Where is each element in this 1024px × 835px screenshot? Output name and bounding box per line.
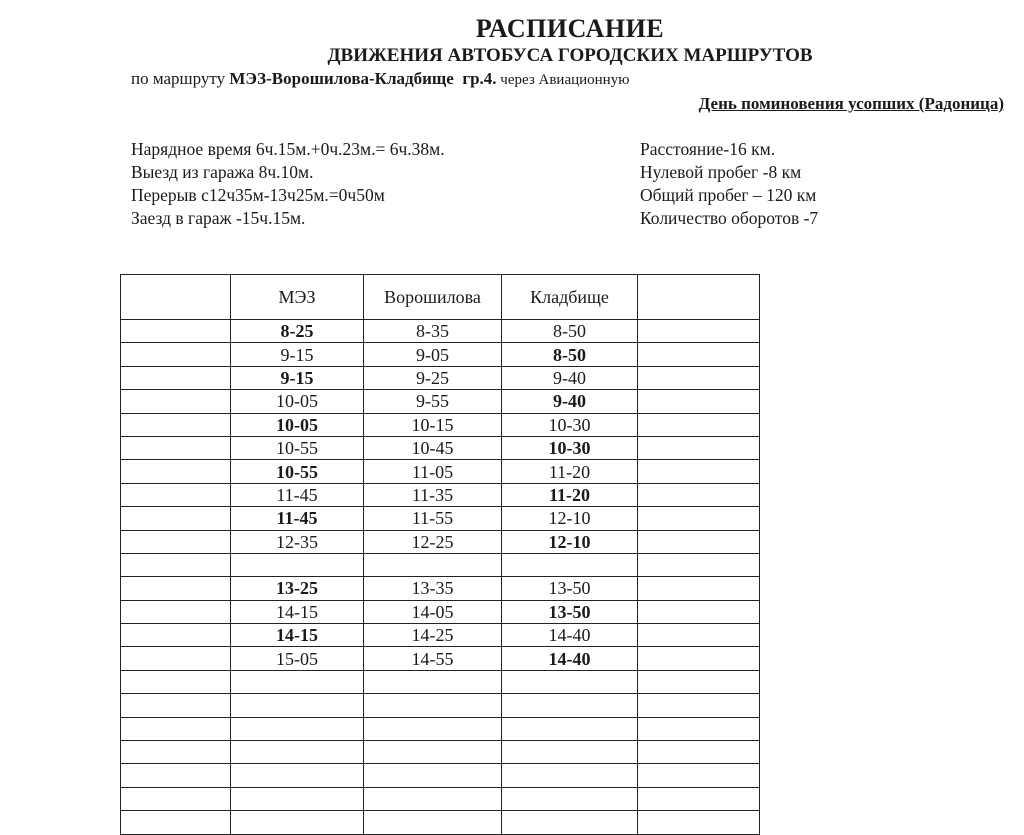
cell-voroshilova: 11-05 [364, 460, 502, 483]
cell-kladbische: 12-10 [502, 507, 638, 530]
cell-kladbische [502, 787, 638, 810]
table-row [121, 787, 760, 810]
info-line: Количество оборотов -7 [640, 208, 819, 228]
row-empty-cell [638, 366, 760, 389]
info-line: Перерыв с12ч35м-13ч25м.=0ч50м [131, 185, 385, 205]
table-row [121, 577, 760, 600]
row-empty-cell [638, 647, 760, 670]
info-right [640, 138, 818, 230]
cell-kladbische: 10-30 [502, 436, 638, 459]
cell-voroshilova: 13-35 [364, 577, 502, 600]
row-empty-cell [638, 320, 760, 343]
cell-mez: 11-45 [231, 483, 364, 506]
row-empty-cell [121, 764, 231, 787]
cell-mez: 12-35 [231, 530, 364, 553]
row-empty-cell [638, 717, 760, 740]
table-row [121, 741, 760, 764]
table-row [121, 343, 760, 366]
table-row [121, 647, 760, 670]
info-line: Общий пробег – 120 км [640, 185, 817, 205]
row-empty-cell [121, 436, 231, 459]
cell-voroshilova: 11-55 [364, 507, 502, 530]
row-empty-cell [638, 600, 760, 623]
cell-voroshilova [364, 741, 502, 764]
cell-kladbische: 14-40 [502, 624, 638, 647]
route-name: МЭЗ-Ворошилова-Кладбище [229, 69, 454, 88]
row-empty-cell [121, 530, 231, 553]
row-empty-cell [121, 390, 231, 413]
row-empty-cell [121, 320, 231, 343]
row-empty-cell [121, 811, 231, 834]
cell-mez: 10-05 [231, 390, 364, 413]
row-empty-cell [638, 624, 760, 647]
row-empty-cell [638, 343, 760, 366]
cell-kladbische [502, 670, 638, 693]
cell-voroshilova [364, 764, 502, 787]
cell-mez: 14-15 [231, 624, 364, 647]
table-row [121, 320, 760, 343]
table-row [121, 460, 760, 483]
cell-kladbische: 8-50 [502, 320, 638, 343]
cell-voroshilova: 9-25 [364, 366, 502, 389]
table-row [121, 694, 760, 717]
row-empty-cell [638, 811, 760, 834]
row-empty-cell [638, 507, 760, 530]
info-left [131, 138, 445, 230]
page-subtitle: ДВИЖЕНИЯ АВТОБУСА ГОРОДСКИХ МАРШРУТОВ [327, 45, 813, 66]
table-row [121, 811, 760, 834]
table-row [121, 670, 760, 693]
cell-kladbische: 13-50 [502, 577, 638, 600]
schedule-table [120, 274, 760, 835]
cell-voroshilova: 9-05 [364, 343, 502, 366]
cell-voroshilova [364, 694, 502, 717]
route-prefix: по маршруту [131, 69, 230, 88]
info-line: Нулевой пробег -8 км [640, 162, 802, 182]
row-empty-cell [121, 717, 231, 740]
route-via: через Авиационную [496, 72, 630, 88]
header-cell [121, 275, 231, 320]
row-empty-cell [121, 366, 231, 389]
cell-kladbische: 8-50 [502, 343, 638, 366]
row-empty-cell [121, 483, 231, 506]
info-line: Выезд из гаража 8ч.10м. [131, 162, 314, 182]
cell-kladbische: 13-50 [502, 600, 638, 623]
cell-kladbische [502, 694, 638, 717]
row-empty-cell [121, 694, 231, 717]
table-row [121, 624, 760, 647]
cell-voroshilova: 11-35 [364, 483, 502, 506]
table-row [121, 507, 760, 530]
cell-mez [231, 553, 364, 576]
table-row [121, 413, 760, 436]
table-row [121, 390, 760, 413]
page-title: РАСПИСАНИЕ [475, 14, 665, 43]
table-row [121, 717, 760, 740]
row-empty-cell [121, 647, 231, 670]
cell-voroshilova [364, 811, 502, 834]
cell-mez: 9-15 [231, 343, 364, 366]
cell-voroshilova: 12-25 [364, 530, 502, 553]
table-row [121, 600, 760, 623]
cell-mez: 14-15 [231, 600, 364, 623]
cell-mez [231, 694, 364, 717]
cell-kladbische: 11-20 [502, 460, 638, 483]
row-empty-cell [121, 413, 231, 436]
cell-voroshilova [364, 553, 502, 576]
row-empty-cell [121, 624, 231, 647]
table-row [121, 366, 760, 389]
cell-kladbische [502, 741, 638, 764]
cell-mez: 10-55 [231, 460, 364, 483]
table-row [121, 530, 760, 553]
cell-mez: 8-25 [231, 320, 364, 343]
row-empty-cell [638, 577, 760, 600]
cell-voroshilova: 14-55 [364, 647, 502, 670]
cell-mez: 9-15 [231, 366, 364, 389]
table-header-row [121, 275, 760, 320]
row-empty-cell [638, 787, 760, 810]
row-empty-cell [638, 530, 760, 553]
cell-voroshilova [364, 670, 502, 693]
row-empty-cell [638, 390, 760, 413]
row-empty-cell [638, 483, 760, 506]
row-empty-cell [121, 460, 231, 483]
header-cell-kladbische: Кладбище [502, 275, 638, 320]
cell-voroshilova: 10-15 [364, 413, 502, 436]
day-label: День поминовения усопших (Радоница) [698, 94, 1004, 113]
cell-kladbische: 11-20 [502, 483, 638, 506]
cell-mez [231, 741, 364, 764]
route-group: гр.4. [462, 69, 497, 88]
cell-voroshilova: 14-05 [364, 600, 502, 623]
row-empty-cell [638, 460, 760, 483]
cell-mez: 15-05 [231, 647, 364, 670]
header-cell-voroshilova: Ворошилова [364, 275, 502, 320]
header-cell-mez: МЭЗ [231, 275, 364, 320]
cell-kladbische: 12-10 [502, 530, 638, 553]
cell-voroshilova [364, 717, 502, 740]
info-line: Заезд в гараж -15ч.15м. [131, 208, 306, 228]
row-empty-cell [121, 787, 231, 810]
header-cell [638, 275, 760, 320]
cell-kladbische: 10-30 [502, 413, 638, 436]
cell-kladbische [502, 811, 638, 834]
cell-voroshilova: 8-35 [364, 320, 502, 343]
row-empty-cell [638, 436, 760, 459]
cell-mez [231, 670, 364, 693]
cell-mez: 13-25 [231, 577, 364, 600]
table-row [121, 764, 760, 787]
cell-voroshilova: 10-45 [364, 436, 502, 459]
row-empty-cell [638, 694, 760, 717]
cell-kladbische [502, 553, 638, 576]
row-empty-cell [121, 600, 231, 623]
cell-kladbische: 9-40 [502, 366, 638, 389]
row-empty-cell [638, 741, 760, 764]
row-empty-cell [121, 670, 231, 693]
cell-voroshilova: 9-55 [364, 390, 502, 413]
table-row [121, 436, 760, 459]
cell-kladbische [502, 717, 638, 740]
table-row [121, 483, 760, 506]
row-empty-cell [638, 670, 760, 693]
cell-voroshilova: 14-25 [364, 624, 502, 647]
table-row [121, 553, 760, 576]
row-empty-cell [121, 553, 231, 576]
route-line [131, 69, 629, 89]
cell-mez [231, 811, 364, 834]
cell-mez [231, 787, 364, 810]
info-line: Расстояние-16 км. [640, 139, 776, 159]
cell-mez: 11-45 [231, 507, 364, 530]
row-empty-cell [638, 764, 760, 787]
cell-kladbische [502, 764, 638, 787]
row-empty-cell [121, 577, 231, 600]
row-empty-cell [638, 553, 760, 576]
cell-mez: 10-05 [231, 413, 364, 436]
cell-voroshilova [364, 787, 502, 810]
cell-kladbische: 9-40 [502, 390, 638, 413]
cell-kladbische: 14-40 [502, 647, 638, 670]
row-empty-cell [638, 413, 760, 436]
info-line: Нарядное время 6ч.15м.+0ч.23м.= 6ч.38м. [131, 139, 445, 159]
cell-mez [231, 764, 364, 787]
row-empty-cell [121, 507, 231, 530]
cell-mez [231, 717, 364, 740]
row-empty-cell [121, 343, 231, 366]
cell-mez: 10-55 [231, 436, 364, 459]
row-empty-cell [121, 741, 231, 764]
